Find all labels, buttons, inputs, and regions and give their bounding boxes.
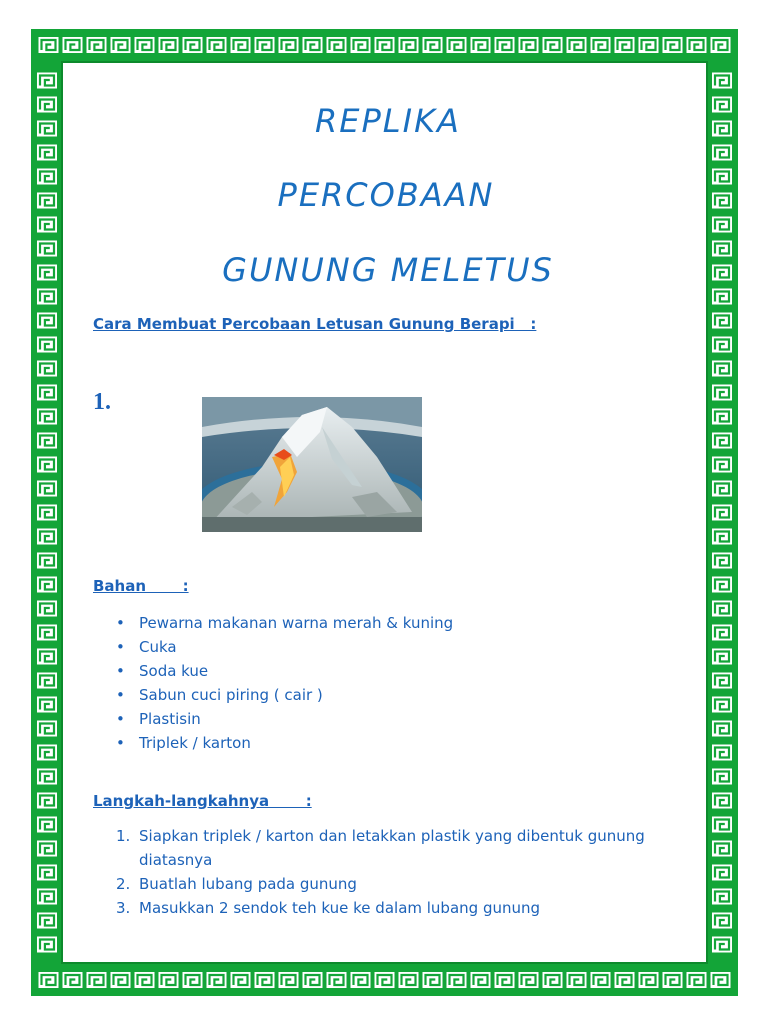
list-item [93,872,693,896]
langkah-list [93,824,693,920]
list-item: • Cuka [93,635,453,659]
heading-cara-membuat: Cara Membuat Percobaan Letusan Gunung Berapi : [93,315,537,333]
list-item: • Plastisin [93,707,453,731]
list-item: • Pewarna makanan warna merah & kuning [93,611,453,635]
title-line-1: REPLIKA [315,102,461,140]
title-line-2: PERCOBAAN [277,176,495,214]
title-line-3: GUNUNG MELETUS [222,251,554,289]
step-item-number: 1. [116,827,131,845]
list-item: • Triplek / karton [93,731,453,755]
bahan-list [93,611,453,755]
step-item-number: 2. [116,875,131,893]
list-item [93,824,693,872]
step-item-text: Masukkan 2 sendok teh kue ke dalam lubang gunung [139,899,541,917]
step-item-text: Siapkan triplek / karton dan letakkan plastik yang dibentuk gunung diatasnya [139,827,645,869]
list-item [93,896,693,920]
step-item-number: 3. [116,899,131,917]
list-item: • Soda kue [93,659,453,683]
list-item: • Sabun cuci piring ( cair ) [93,683,453,707]
heading-langkah: Langkah-langkahnya : [93,792,312,810]
step-number: 1. [93,389,111,415]
volcano-replica-photo-icon [202,397,422,532]
step-item-text: Buatlah lubang pada gunung [139,875,357,893]
volcano-photo [202,397,422,532]
heading-bahan: Bahan : [93,577,189,595]
